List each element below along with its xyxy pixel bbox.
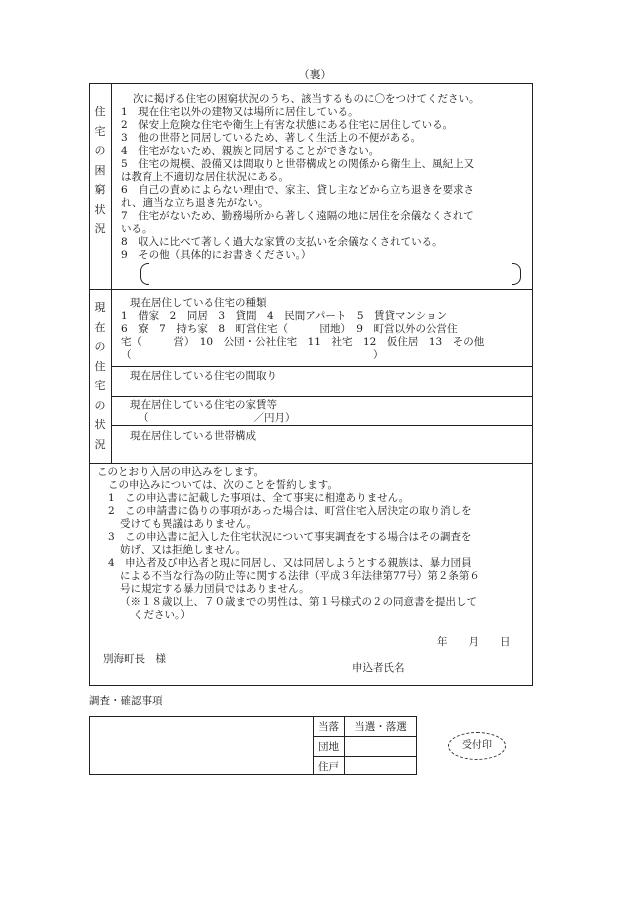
complex-label: 団地 <box>318 741 339 753</box>
date-field[interactable]: 年 月 日 <box>437 636 511 648</box>
pledge-3: 3 この申込書に記入した住宅状況について事実調査をする場合はその調査を <box>108 531 472 543</box>
other-details-left-bracket <box>140 263 149 285</box>
floor-plan-title: 現在居住している住宅の間取り <box>130 370 277 382</box>
housing-type-title: 現在居住している住宅の種類 <box>130 297 267 309</box>
hardship-item-4[interactable]: 4 住宅がないため、親族と同居することができない。 <box>121 145 380 157</box>
hardship-item-1[interactable]: 1 現在住宅以外の建物又は場所に居住している。 <box>121 106 359 118</box>
result-value[interactable]: 当選・落選 <box>354 721 407 733</box>
section-divider <box>89 289 533 290</box>
pledge-1: 1 この申込書に記載した事項は、全て事実に相違ありません。 <box>108 492 410 504</box>
current-housing-section-label: 現 在 の 住 宅 の 状 況 <box>94 301 106 451</box>
complex-field[interactable] <box>345 737 416 755</box>
section-divider <box>89 463 533 464</box>
housing-type-options-1[interactable]: 1 借家 2 同居 3 貸間 4 民間アパート 5 賃貸マンション <box>121 310 448 322</box>
hardship-item-5[interactable]: 5 住宅の規模、設備又は間取りと世帯構成との関係から衛生上、風紀上又 <box>121 158 475 170</box>
other-details-field[interactable] <box>150 263 510 283</box>
reception-stamp: 受付印 <box>448 732 506 760</box>
page-title: （裏） <box>298 68 332 81</box>
declaration-line-2: この申込みについては、次のことを誓約します。 <box>108 479 338 491</box>
note-cont: ください。） <box>133 609 191 621</box>
hardship-item-9[interactable]: 9 その他（具体的にお書きください。） <box>121 249 312 261</box>
pledge-3-cont: 妨げ、又は拒絶しません。 <box>120 544 247 556</box>
row-divider <box>111 425 533 426</box>
unit-label: 住戸 <box>318 761 339 773</box>
housing-type-other-field[interactable]: （ ） <box>121 349 384 361</box>
result-label: 当落 <box>318 721 339 733</box>
note: （※１８歳以上、７０歳までの男性は、第１号様式の２の同意書を提出して <box>120 596 477 608</box>
hardship-item-7-cont: いる。 <box>121 223 153 235</box>
pledge-4: 4 申込者及び申込者と現に同居し、又は同居しようとする親族は、暴力団員 <box>108 557 472 569</box>
unit-field[interactable] <box>345 757 416 774</box>
rent-field[interactable]: （ ／円月） <box>138 412 296 424</box>
hardship-intro: 次に掲げる住宅の困窮状況のうち、該当するものに〇をつけてください。 <box>133 93 480 105</box>
row-divider <box>111 366 533 367</box>
applicant-name-field[interactable]: 申込者氏名 <box>352 662 405 674</box>
hardship-item-6-cont: れ、適当な立ち退き先がない。 <box>121 197 269 209</box>
row-divider <box>111 396 533 397</box>
rent-title: 現在居住している住宅の家賃等 <box>130 399 277 411</box>
pledge-4-cont: による不当な行為の防止等に関する法律（平成３年法律第77号）第２条第６ <box>120 570 480 582</box>
housing-type-options-2[interactable]: 6 寮 7 持ち家 8 町営住宅（ 団地） 9 町営以外の公営住 <box>121 323 458 335</box>
hardship-item-5-cont: は教育上不適切な居住状況にある。 <box>121 171 289 183</box>
hardship-item-8[interactable]: 8 収入に比べて著しく過大な家賃の支払いを余儀なくされている。 <box>121 236 443 248</box>
section-divider <box>111 83 112 463</box>
household-title: 現在居住している世帯構成 <box>130 430 256 442</box>
declaration-line-1: このとおり入居の申込みをします。 <box>97 466 265 478</box>
survey-title: 調査・確認事項 <box>89 695 163 707</box>
hardship-item-7[interactable]: 7 住宅がないため、勤務場所から著しく遠隔の地に居住を余儀なくされて <box>121 210 474 222</box>
addressee: 別海町長 様 <box>103 653 166 665</box>
pledge-2-cont: 受けても異議はありません。 <box>120 518 258 530</box>
pledge-2: 2 この申請書に偽りの事項があった場合は、町営住宅入居決定の取り消しを <box>108 505 472 517</box>
hardship-item-3[interactable]: 3 他の世帯と同居しているため、著しく生活上の不便がある。 <box>121 132 422 144</box>
housing-type-options-3[interactable]: 宅（ 営） 10 公団・公社住宅 11 社宅 12 仮住居 13 その他 <box>121 336 485 348</box>
pledge-4-cont: 号に規定する暴力団員ではありません。 <box>120 583 310 595</box>
hardship-item-2[interactable]: 2 保安上危険な住宅や衛生上有害な状態にある住宅に居住している。 <box>121 119 454 131</box>
hardship-section-label: 住 宅 の 困 窮 状 況 <box>94 105 106 235</box>
hardship-item-6[interactable]: 6 自己の責めによらない理由で、家主、貸し主などから立ち退きを要求さ <box>121 184 474 196</box>
